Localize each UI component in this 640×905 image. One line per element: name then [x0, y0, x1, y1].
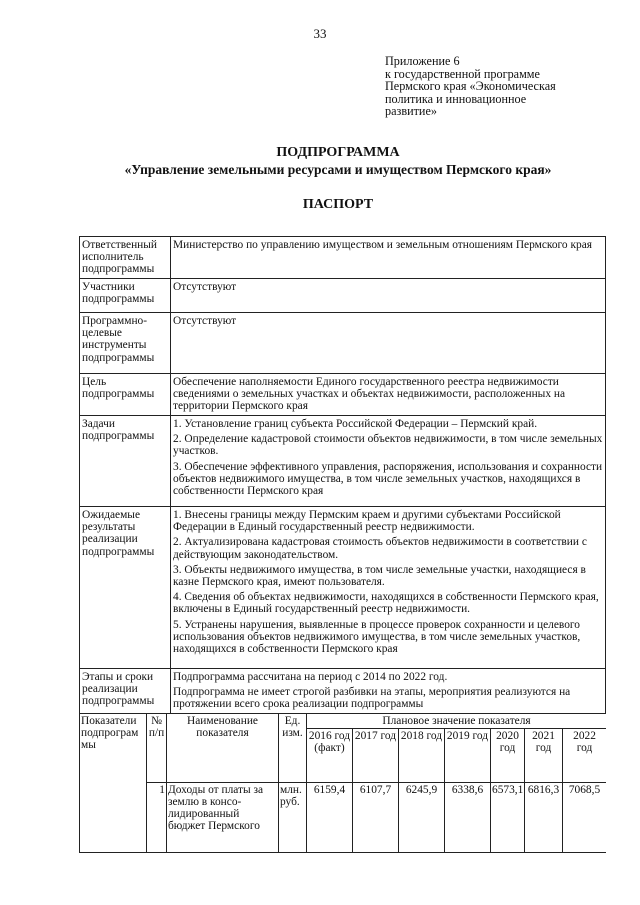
row-label: Цель подпрограммы [80, 374, 171, 416]
document-subtitle: «Управление земельными ресурсами и имуществом Пермского края» [124, 162, 552, 177]
table-row [80, 416, 606, 507]
row-value [171, 416, 606, 507]
appendix-line: Приложение 6 [385, 54, 460, 68]
year-header: 2018 год [399, 728, 445, 782]
table-row [80, 313, 606, 374]
value-cell: 6816,3 [525, 782, 563, 852]
row-value: Обеспечение наполняемости Единого государственного реестра недвижимости сведениями о земельных участках и объектах недвижимости, расположенных на территории Пермского края [171, 374, 606, 416]
value-cell: 7068,5 [563, 782, 607, 852]
row-label: Задачи подпрограммы [80, 416, 171, 507]
row-unit: млн. руб. [279, 782, 307, 852]
value-cell: 6245,9 [399, 782, 445, 852]
year-header: 2022 год [563, 728, 607, 782]
row-label: Ответственный исполнитель подпрограммы [80, 237, 171, 279]
indicators-label: Показатели подпрограм мы [80, 713, 147, 852]
stage-item: Подпрограмма рассчитана на период с 2014 по 2022 год. [173, 671, 448, 683]
table-row [80, 279, 606, 313]
year-header: 2016 год (факт) [307, 728, 353, 782]
row-value: Отсутствуют [171, 313, 606, 374]
value-cell: 6338,6 [445, 782, 491, 852]
table-row [80, 669, 606, 714]
task-item: 2. Определение кадастровой стоимости объектов недвижимости, в том числе земельных участков. [173, 433, 603, 458]
passport-table-wrapper [79, 236, 606, 905]
col-header-unit: Ед. изм. [279, 713, 307, 782]
value-cell: 6159,4 [307, 782, 353, 852]
year-header: 2019 год [445, 728, 491, 782]
page-number: 33 [313, 26, 327, 41]
appendix-line: к государственной программе [385, 66, 540, 81]
year-header: 2020 год [491, 728, 525, 782]
table-row [80, 237, 606, 279]
appendix-line: развитие» [385, 104, 437, 119]
col-header-name: Наименование показателя [167, 713, 279, 782]
result-item: 3. Объекты недвижимого имущества, в том числе земельные участки, находящиеся в казне Пермского края, имеют пользователя. [173, 563, 586, 589]
task-item: 3. Обеспечение эффективного управления, распоряжения, использования и сохранности объектов недвижимого имущества, в том числе земельных участков, находящихся в собственности Пермского края [173, 460, 603, 498]
row-value: Отсутствуют [171, 279, 606, 313]
row-label: Этапы и сроки реализации подпрограммы [80, 669, 171, 714]
result-item: 1. Внесены границы между Пермским краем и другими субъектами Российской Федерации в Единый государственный реестр недвижимости. [173, 509, 561, 534]
col-header-num: № п/п [147, 713, 167, 782]
row-value: Министерство по управлению имуществом и земельным отношениям Пермского края [171, 237, 606, 279]
row-label: Программно-целевые инструменты подпрограммы [80, 313, 171, 374]
indicators-table [79, 713, 606, 853]
table-row [80, 374, 606, 416]
table-row [80, 507, 606, 669]
result-item: 4. Сведения об объектах недвижимости, находящихся в собственности Пермского края, включены в Единый государственный реестр недвижимости. [173, 591, 599, 616]
task-item: 1. Установление границ субъекта Российской Федерации – Пермский край. [173, 418, 538, 430]
table-row [80, 782, 607, 852]
stage-item: Подпрограмма не имеет строгой разбивки на этапы, мероприятия реализуются на протяжении всего срока реализации подпрограммы [173, 686, 571, 711]
row-num: 1 [147, 782, 167, 852]
appendix-note [385, 55, 625, 118]
row-value [171, 507, 606, 669]
year-header: 2021 год [525, 728, 563, 782]
value-cell: 6107,7 [353, 782, 399, 852]
year-header: 2017 год [353, 728, 399, 782]
row-indicator-name: Доходы от платы за землю в консо-лидированный бюджет Пермского [167, 782, 279, 852]
table-row [80, 713, 607, 728]
appendix-line: Пермского края «Экономическая [385, 79, 556, 94]
value-cell: 6573,1 [491, 782, 525, 852]
document-title: ПОДПРОГРАММА [276, 145, 400, 160]
result-item: 2. Актуализирована кадастровая стоимость объектов недвижимости в соответствии с действующим законодательством. [173, 536, 587, 561]
row-value [171, 669, 606, 714]
passport-table [79, 236, 606, 714]
result-item: 5. Устранены нарушения, выявленные в процессе проверок сохранности и целевого использования объектов недвижимого имущества, в том числе земельных участков, находящихся в собственности Пермского края [173, 618, 581, 656]
passport-heading: ПАСПОРТ [302, 197, 374, 212]
row-label: Ожидаемые результаты реализации подпрограммы [80, 507, 171, 669]
row-label: Участники подпрограммы [80, 279, 171, 313]
appendix-line: политика и инновационное [385, 91, 527, 106]
col-header-plan: Плановое значение показателя [307, 713, 607, 728]
